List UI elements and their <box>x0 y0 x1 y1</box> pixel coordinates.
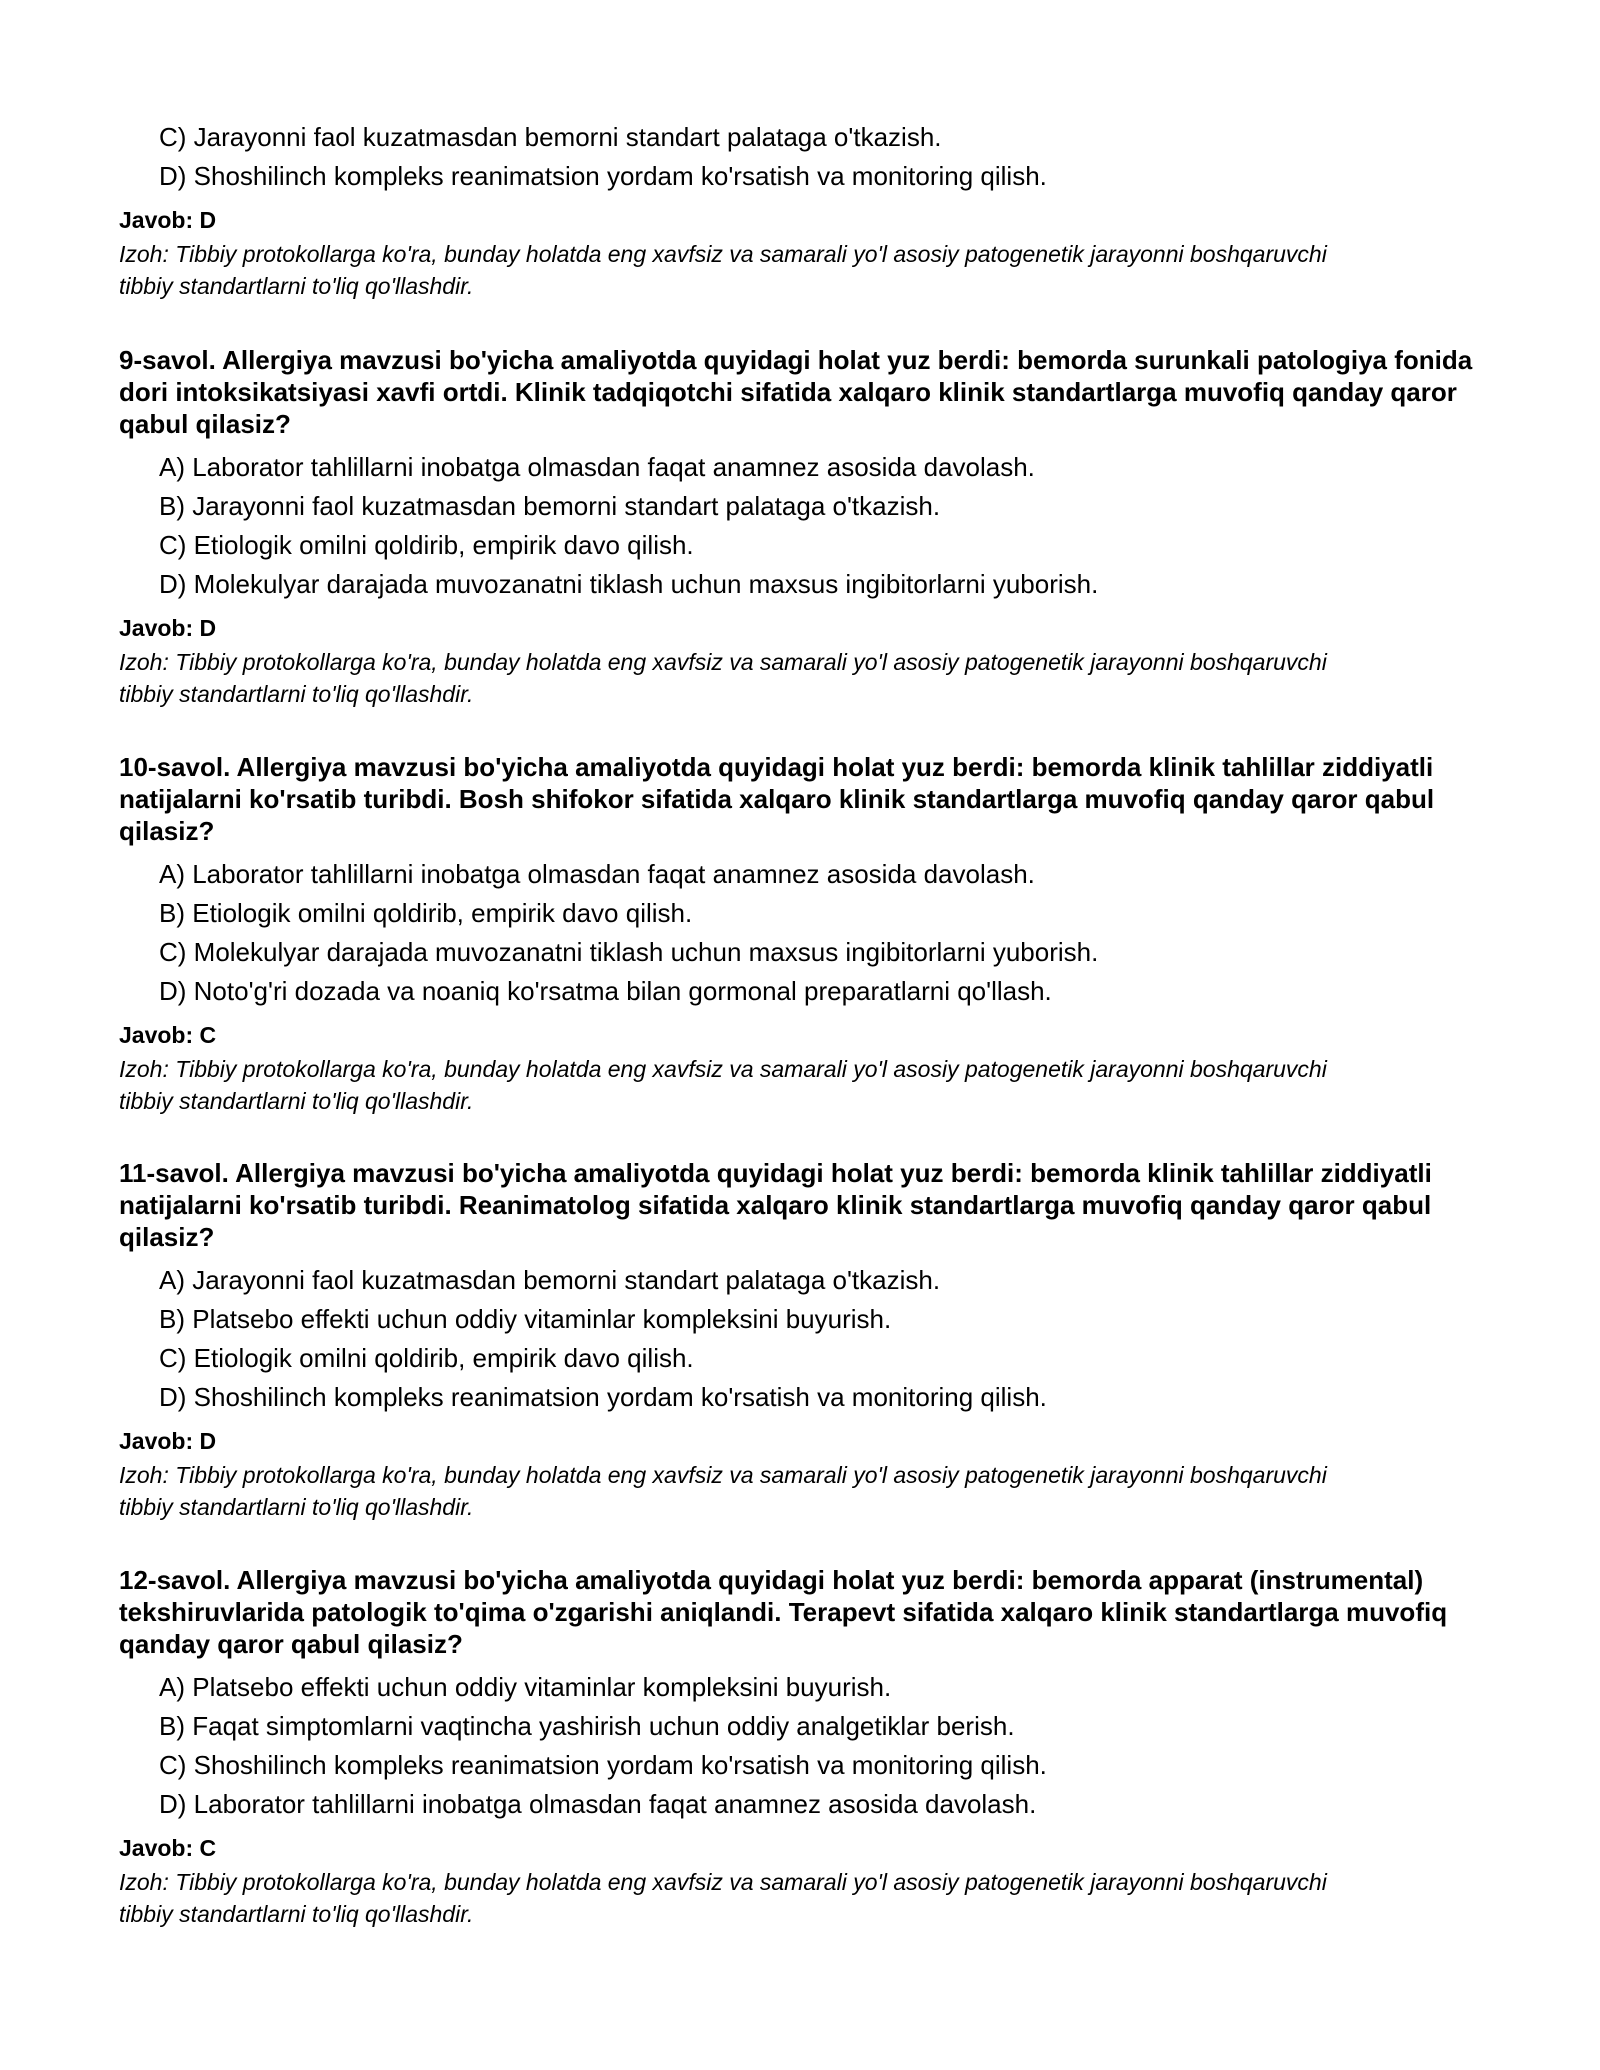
answer-line: Javob: D <box>119 207 217 233</box>
question-block-9 <box>0 344 1600 710</box>
option-c: C) Shoshilinch kompleks reanimatsion yordam ko'rsatish va monitoring qilish. <box>159 1750 1047 1780</box>
question-block-12 <box>0 1564 1600 1930</box>
answer-line: Javob: C <box>119 1835 217 1861</box>
question-text: 11-savol. Allergiya mavzusi bo'yicha amaliyotda quyidagi holat yuz berdi: bemorda klinik tahlillar ziddiyatli natijalarni ko'rsatib turibdi. Reanimatolog sifatida xalqaro klinik standartlarga muvofiq qanday qaror qabul qilasiz? <box>119 1158 1432 1252</box>
option-b: B) Etiologik omilni qoldirib, empirik davo qilish. <box>159 898 693 928</box>
question-text: 10-savol. Allergiya mavzusi bo'yicha amaliyotda quyidagi holat yuz berdi: bemorda klinik tahlillar ziddiyatli natijalarni ko'rsatib turibdi. Bosh shifokor sifatida xalqaro klinik standartlarga muvofiq qanday qaror qabul qilasiz? <box>119 752 1435 846</box>
option-a: A) Platsebo effekti uchun oddiy vitaminlar kompleksini buyurish. <box>159 1672 892 1702</box>
option-d: D) Molekulyar darajada muvozanatni tiklash uchun maxsus ingibitorlarni yuborish. <box>159 569 1099 599</box>
option-d: D) Noto'g'ri dozada va noaniq ko'rsatma bilan gormonal preparatlarni qo'llash. <box>159 976 1052 1006</box>
question-text: 12-savol. Allergiya mavzusi bo'yicha amaliyotda quyidagi holat yuz berdi: bemorda apparat (instrumental) tekshiruvlarida patologik to'qima o'zgarishi aniqlandi. Terapevt sifatida xalqaro klinik standartlarga muvofiq qanday qaror qabul qilasiz? <box>119 1565 1448 1659</box>
option-d: D) Shoshilinch kompleks reanimatsion yordam ko'rsatish va monitoring qilish. <box>159 161 1047 191</box>
question-block-11 <box>0 1157 1600 1523</box>
option-a: A) Laborator tahlillarni inobatga olmasdan faqat anamnez asosida davolash. <box>159 859 1035 889</box>
explanation-note: Izoh: Tibbiy protokollarga ko'ra, bunday holatda eng xavfsiz va samarali yo'l asosiy patogenetik jarayonni boshqaruvchi tibbiy standartlarni to'liq qo'llashdir. <box>119 1869 1327 1927</box>
option-c: C) Molekulyar darajada muvozanatni tiklash uchun maxsus ingibitorlarni yuborish. <box>159 937 1099 967</box>
answer-line: Javob: D <box>119 615 217 641</box>
option-b: B) Platsebo effekti uchun oddiy vitaminlar kompleksini buyurish. <box>159 1304 892 1334</box>
previous-question-continuation <box>0 118 1600 302</box>
option-a: A) Laborator tahlillarni inobatga olmasdan faqat anamnez asosida davolash. <box>159 452 1035 482</box>
option-d: D) Shoshilinch kompleks reanimatsion yordam ko'rsatish va monitoring qilish. <box>159 1382 1047 1412</box>
option-b: B) Faqat simptomlarni vaqtincha yashirish uchun oddiy analgetiklar berish. <box>159 1711 1015 1741</box>
explanation-note: Izoh: Tibbiy protokollarga ko'ra, bunday holatda eng xavfsiz va samarali yo'l asosiy patogenetik jarayonni boshqaruvchi tibbiy standartlarni to'liq qo'llashdir. <box>119 241 1327 299</box>
question-text: 9-savol. Allergiya mavzusi bo'yicha amaliyotda quyidagi holat yuz berdi: bemorda surunkali patologiya fonida dori intoksikatsiyasi xavfi ortdi. Klinik tadqiqotchi sifatida xalqaro klinik standartlarga muvofiq qanday qaror qabul qilasiz? <box>119 345 1473 439</box>
explanation-note: Izoh: Tibbiy protokollarga ko'ra, bunday holatda eng xavfsiz va samarali yo'l asosiy patogenetik jarayonni boshqaruvchi tibbiy standartlarni to'liq qo'llashdir. <box>119 1056 1327 1114</box>
answer-line: Javob: C <box>119 1022 217 1048</box>
question-block-10 <box>0 751 1600 1117</box>
option-c: C) Jarayonni faol kuzatmasdan bemorni standart palataga o'tkazish. <box>159 122 942 152</box>
explanation-note: Izoh: Tibbiy protokollarga ko'ra, bunday holatda eng xavfsiz va samarali yo'l asosiy patogenetik jarayonni boshqaruvchi tibbiy standartlarni to'liq qo'llashdir. <box>119 1462 1327 1520</box>
option-a: A) Jarayonni faol kuzatmasdan bemorni standart palataga o'tkazish. <box>159 1265 941 1295</box>
answer-line: Javob: D <box>119 1428 217 1454</box>
option-c: C) Etiologik omilni qoldirib, empirik davo qilish. <box>159 1343 694 1373</box>
explanation-note: Izoh: Tibbiy protokollarga ko'ra, bunday holatda eng xavfsiz va samarali yo'l asosiy patogenetik jarayonni boshqaruvchi tibbiy standartlarni to'liq qo'llashdir. <box>119 649 1327 707</box>
option-d: D) Laborator tahlillarni inobatga olmasdan faqat anamnez asosida davolash. <box>159 1789 1037 1819</box>
option-c: C) Etiologik omilni qoldirib, empirik davo qilish. <box>159 530 694 560</box>
option-b: B) Jarayonni faol kuzatmasdan bemorni standart palataga o'tkazish. <box>159 491 941 521</box>
